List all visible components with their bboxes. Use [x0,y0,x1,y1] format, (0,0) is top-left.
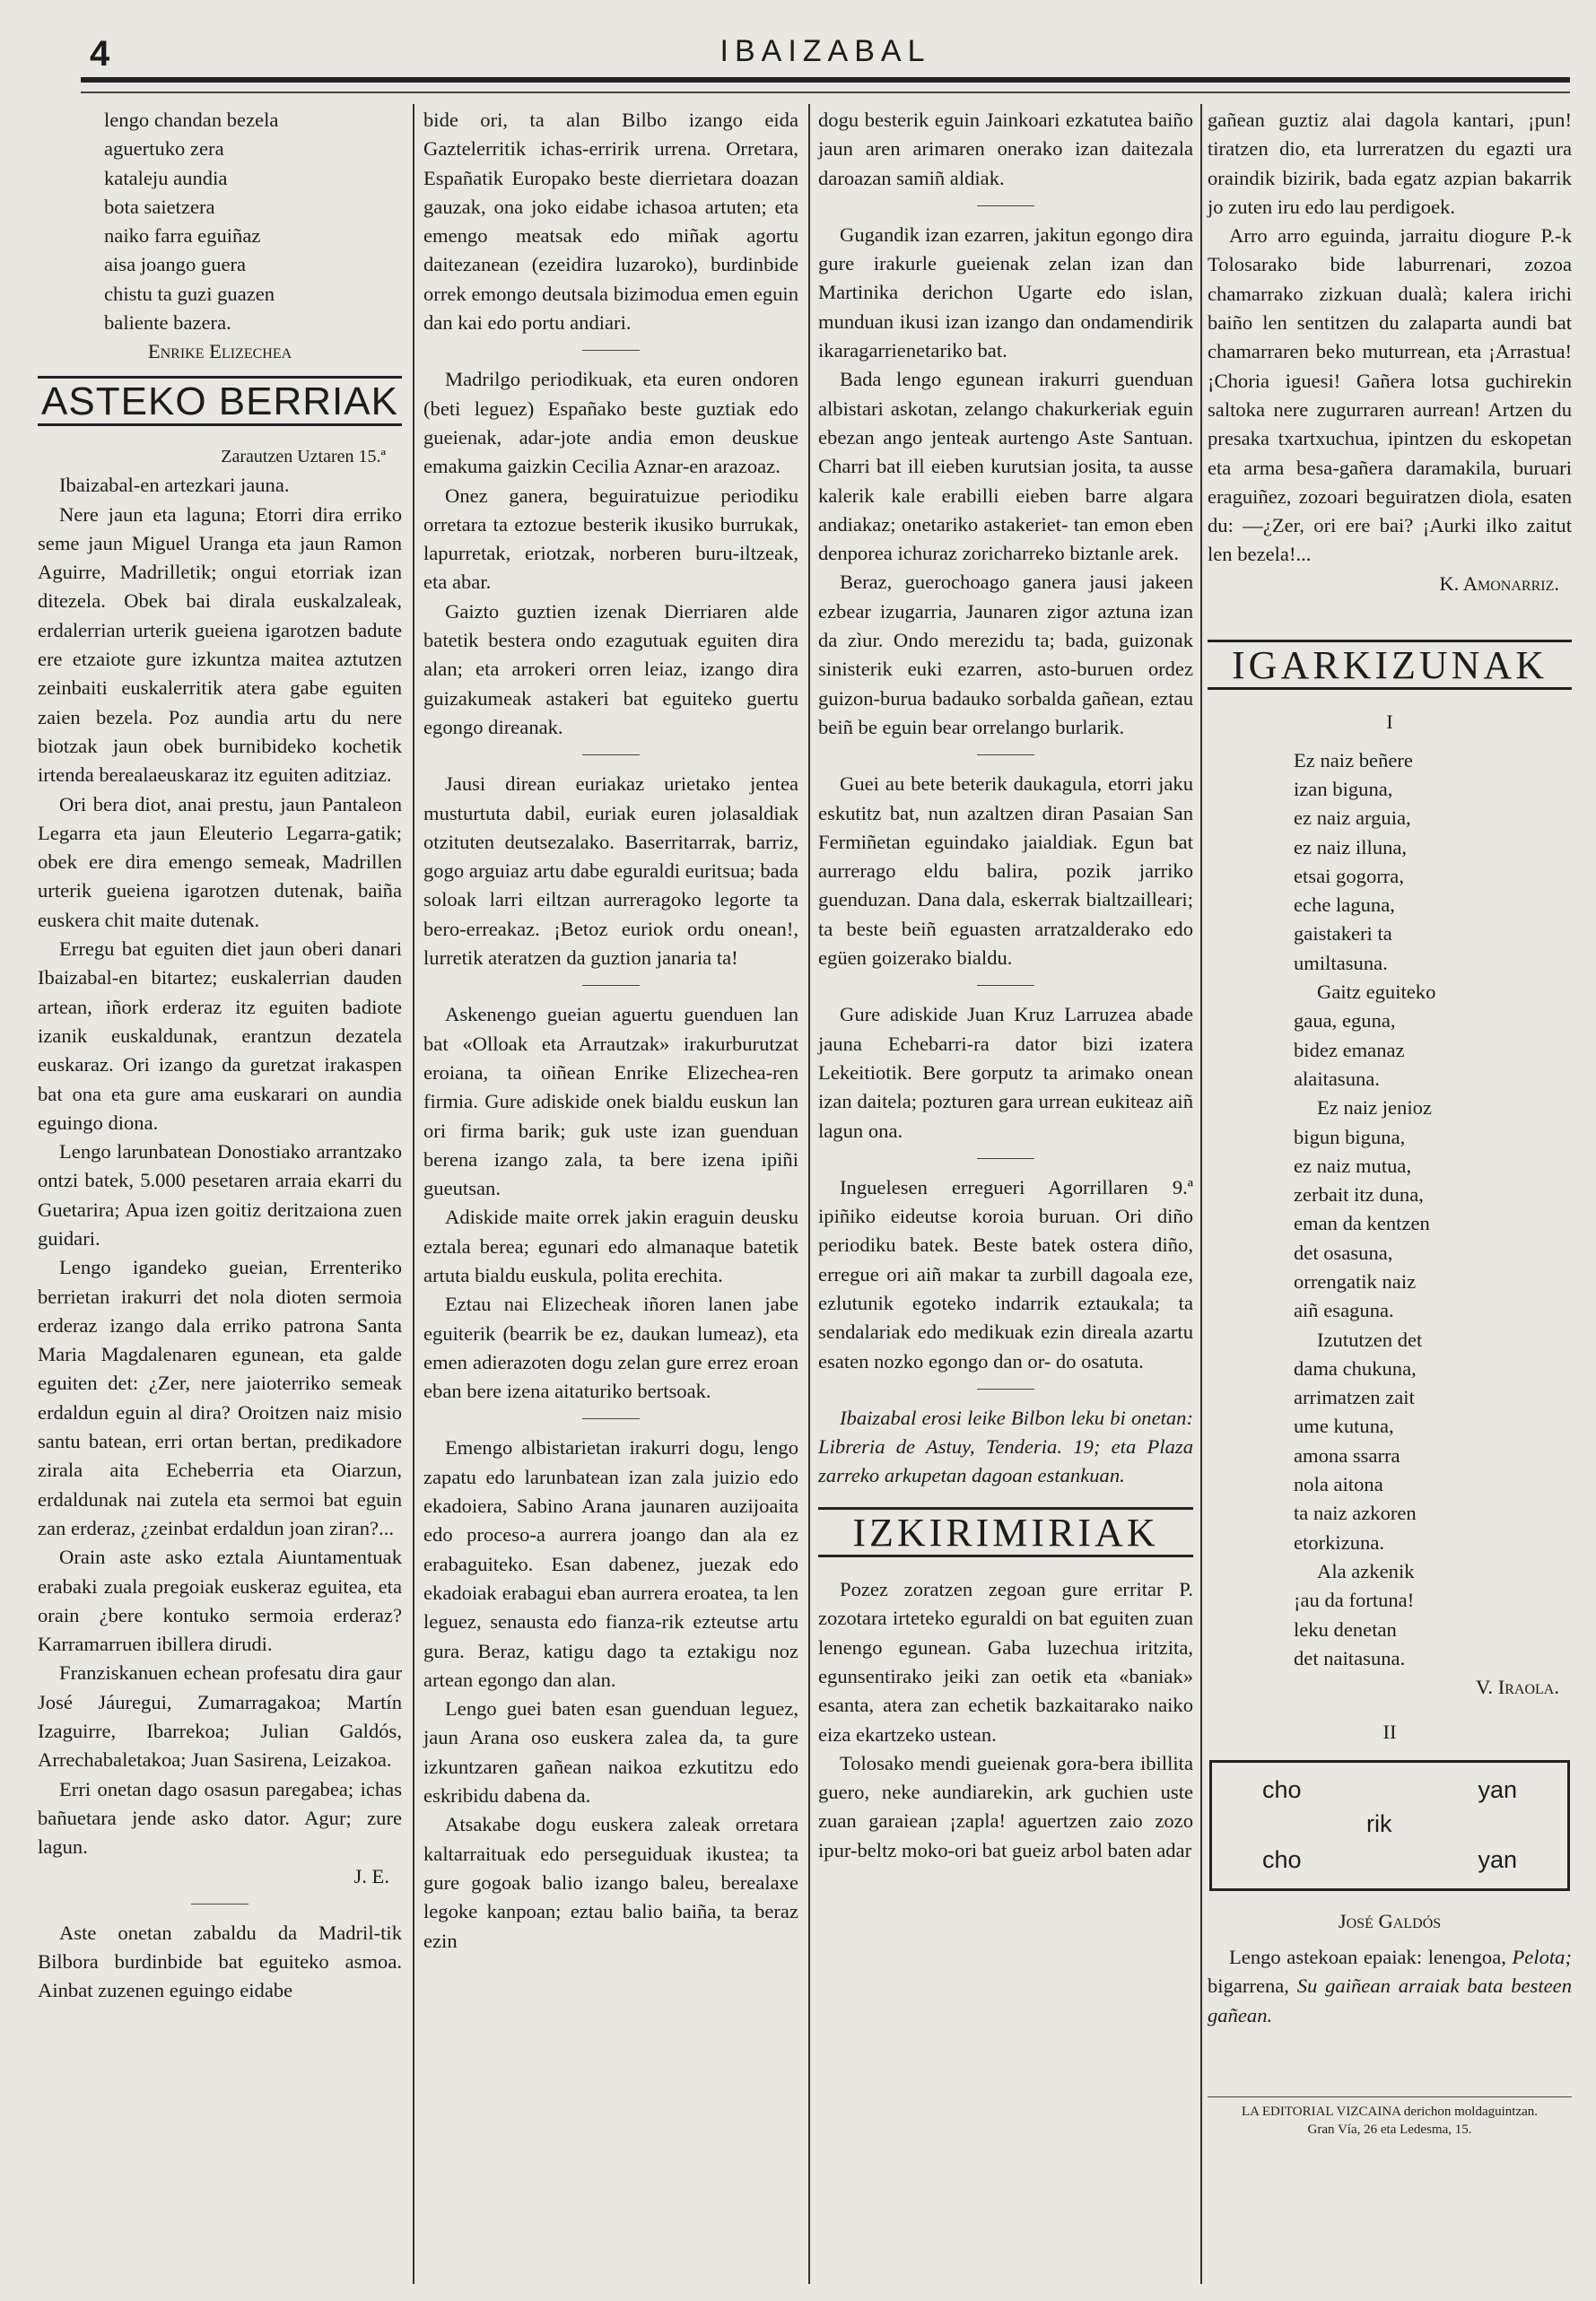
separator [977,1158,1034,1159]
poem-line: aiñ esaguna. [1294,1299,1394,1322]
poem-line: gaua, eguna, [1294,1009,1396,1033]
article-paragraph: Orain aste asko eztala Aiuntamentuak erabaki zuala pregoiak euskeraz eguitea, eta orain ¿bere kontuko sermoia erderaz? Karramarruen ibillera dirudi. [38,1546,402,1656]
poem-line: arrimatzen zait [1294,1386,1415,1409]
letter-signature: J. E. [353,1864,389,1887]
poem-line: eman da kentzen [1294,1212,1430,1235]
article-paragraph: Lengo igandeko gueian, Errenteriko berrietan irakurri det nola dioten sermoia erderaz izango dala erriko patrona Santa Maria Magdalenaren egunean, eta galde eguiten det: ¿Zer, nere jaioterriko semeak erdaldun eguin al dira? Oroitzen naiz misio santu batean, erri ortan bertan, predikadore zirala aita Echeberria eta Oiarzun, erdaldunak nai zutela eta sermoi bat eguin zan erderaz, ¿zeinbat erdaldun joan ziran?... [38,1256,402,1539]
poem-line: orrengatik naiz [1294,1269,1417,1293]
poem-line: Ez naiz beñere [1294,748,1413,771]
article-paragraph: Aste onetan zabaldu da Madril-tik Bilbora burdinbide bat eguiteko asmoa. Ainbat zuzenen eguingo eidabe [38,1921,402,2002]
poem-line: Gaitz eguiteko [1317,981,1436,1004]
poem-line: naiko farra eguiñaz [104,224,261,248]
poem-line: amona ssarra [1294,1443,1400,1467]
poem-line: izan biguna, [1294,777,1393,800]
poem-line: ez naiz arguia, [1294,806,1411,830]
poem-line: bidez emanaz [1294,1038,1405,1061]
column-2 [423,106,798,1956]
article-paragraph: Arro arro eguinda, jarraitu diogure P.-k Tolosarako bide laburrenari, zozoa chamarrako zizkuan dualà; kalera irichi baiño len sentitzen du zalaparta aundi bat chamarraren beko muturrean, eta ¡Arrastua! ¡Choria iguesi! Gañera lotsa guchirekin saltoka nere zugurraren aurrean! Artzen du presaka txartxuchua, ipintzen du eskopetan eta arma besa-gañera daramakila, buruari eraguiñez, zozoari beguiratzen diola, esaten du: —¿Zer, ori ere bai? ¡Aurki ilko zaitut len bezela!... [1208,224,1572,566]
section-title-igarkizunak: IGARKIZUNAK [1208,640,1572,690]
article-paragraph: Madrilgo periodikuak, eta euren ondoren (beti leguez) Españako beste guztiak edo gueienak, adar-jote andia emon deuskue emakuma gaizkin Cecilia Aznar-en arazoaz. [423,368,798,478]
poem-line: ¡au da fortuna! [1294,1589,1415,1612]
riddle-number: II [1382,1721,1397,1744]
poem-line: ez naiz illuna, [1294,835,1408,859]
poem-line: det osasuna, [1294,1241,1393,1264]
column-divider [413,104,414,2284]
poem-line: alaitasuna. [1294,1067,1380,1090]
riddle-number: I [1386,710,1393,734]
article-paragraph: Franziskanuen echean profesatu dira gaur José Jáuregui, Zumarragakoa; Martín Izaguirre, Ibarrekoa; Julian Galdós, Arrechabaletakoa; Juan Sasirena, Leizakoa. [38,1661,402,1772]
poem-line: gaistakeri ta [1294,922,1392,946]
article-paragraph: Guei au bete beterik daukagula, etorri jaku eskutitz bat, nun azaltzen diran Pasaian San Fermiñetan eguindako jaialdiak. Egun bat aurrerago eldu balira, pozik jarriko guenduzan. Dana dala, eskerrak bialtzailleari; ta beste beiñ eguasten arratzalderako edo egüen goizerako bialdu. [818,772,1193,970]
column-divider [808,104,810,2284]
puzzle-word: yan [1478,1775,1517,1803]
separator [582,1418,640,1419]
poem-line: baliente bazera. [104,311,231,335]
poem-line: Ez naiz jenioz [1317,1096,1432,1120]
answer-1: Pelota; [1512,1946,1572,1969]
riddle-poem [1208,746,1572,1674]
column-1 [38,106,402,2006]
separator [582,754,640,755]
article-paragraph: Beraz, guerochoago ganera jausi jakeen ezbear izugarria, Jaunaren zigor aztuna izan da zìur. Ondo merezidu ta; bada, guizonak sinisterik euki ezarren, asto-buruen ordez guizon-burua badauko sorbalda gañean, eztau beiñ be eguin bear orrelango burlarik. [818,571,1193,738]
poem-line: ume kutuna, [1294,1415,1394,1438]
poem-line: nola aitona [1294,1473,1383,1496]
poem-signature: Enrike Elizechea [147,340,292,363]
riddle-signature: V. Iraola. [1476,1676,1559,1699]
article-paragraph: gañean guztiz alai dagola kantari, ¡pun! tiratzen dio, eta lurreratzen du egazti ura oraindik bizirik, bada egatz azpian bakarrik jo zuten iru edo lau perdigoek. [1208,109,1572,218]
puzzle-word: rik [1366,1809,1392,1837]
poem-line: etsai gogorra, [1294,864,1404,887]
poem-line: lengo chandan bezela [104,109,279,131]
poem-line: aguertuko zera [104,137,224,161]
answers-paragraph [1208,1943,1572,2030]
poem-line: eche laguna, [1294,893,1395,917]
poem-line: etorkizuna. [1294,1530,1384,1554]
section-title-izkirimiriak: IZKIRIMIRIAK [818,1507,1193,1557]
article-paragraph: Jausi direan euriakaz urietako jentea musturtuta dabil, euriak euren jolasaldiak otzituten deutsezalako. Baserritarrak, barriz, gogo arguiaz artu dabe eguraldi euritsua; bada soloak larri eiltzan aurreragoko legorte ta bero-erreakaz. ¡Betoz euriok ordu onean!, lurretik ateratzen da guztion janaria ta! [423,772,798,970]
masthead-rule [81,77,1570,93]
article-paragraph: Gure adiskide Juan Kruz Larruzea abade jauna Echebarri-ra dator bizi izatera Lekeitiotik. Bere gorputz ta arimako onean izan daitela; pozturen gara urrean eukiteaz aiñ lagun ona. [818,1003,1193,1142]
column-3 [818,106,1193,1865]
masthead [81,34,1570,88]
poem-line: ta naiz azkoren [1294,1502,1417,1525]
word-puzzle-box [1209,1760,1570,1891]
newspaper-title: IBAIZABAL [720,34,931,68]
puzzle-word: cho [1262,1845,1302,1873]
printer-imprint [1208,2096,1572,2139]
poem-line: leku denetan [1294,1617,1397,1641]
poem-line: Ala azkenik [1317,1559,1415,1582]
poem-line: aisa joango guera [104,253,247,276]
dateline: Zarautzen Uztaren 15.ª [221,446,386,466]
page-number: 4 [90,34,110,74]
separator [977,205,1034,206]
article-paragraph: Tolosako mendi gueienak gora-bera ibillita guero, neke aundiarekin, ark guchien uste zuan garaiean ¡zapla! aguertzen zaio zozo ipur-beltz moko-ori bat gueiz arbol baten adar [818,1751,1193,1861]
article-paragraph: Emengo albistarietan irakurri dogu, lengo zapatu edo larunbatean izan zala juizio edo ekadoiera, Sabino Arana jaunaren auzijoaita edo proceso-a aurrera joango dan ala ez erabaguiteko. Esan dabenez, juezak edo ekadoiak erabagui eban aurrera eroatea, ta len leguez, senausta edo fianza-rik ezteutse artu gura. Beraz, katigu dago ta eztakigu noz artean egongo dan alan. [423,1436,798,1691]
answers-intro: Lengo astekoan epaiak: lenengoa, [1229,1946,1506,1969]
article-paragraph: Eztau nai Elizecheak iñoren lanen jabe eguiterik (bearrik be ez, daukan lumeaz), eta emen adierazoten dogu zelan gure errez eroan eban bere izena aitaturiko bertsoak. [423,1293,798,1403]
salutation: Ibaizabal-en artezkari jauna. [59,474,290,497]
poem-ending [38,106,402,337]
poem-line: ez naiz mutua, [1294,1154,1412,1177]
poem-line: Izututzen det [1317,1328,1423,1351]
riddle-signature: José Galdós [1338,1909,1442,1932]
poem-line: umiltasuna. [1294,951,1388,974]
article-paragraph: Gugandik izan ezarren, jakitun egongo dira gure irakurle gueienak zelan izan dan Martinika derichon Ugarte edo islan, munduan ikusi izan izango dan ondamendirik ikaragarrienetariko bat. [818,222,1193,362]
imprint-line: LA EDITORIAL VIZCAINA derichon moldaguintzan. [1241,2104,1539,2119]
separator [977,1389,1034,1390]
separator [582,985,640,986]
article-paragraph: Lengo larunbatean Donostiako arrantzako ontzi batek, 5.000 pesetaren arraia ekarri du Guetarira; Apua izen goitiz deritzaiona zuen guidari. [38,1140,402,1250]
answer-2: Su gaiñean arraiak bata besteen gañean. [1208,1974,1572,2026]
article-paragraph: Bada lengo egunean irakurri guenduan albistari askotan, zelango chakurkeriak eguin ebezan ango jenteak aurtengo Aste Santuan. Charri bat ill eieben kurutsian josita, ta ausse kalerik kale erabilli eieben barre algara andiakaz; onetariko astakeriet- tan emon eben denporea ichuraz zoricharreko biztanle arek. [818,368,1193,565]
article-paragraph: Erregu bat eguiten diet jaun oberi danari Ibaizabal-en bitartez; euskalerrian dauden artean, iñork erderaz itz eguiten badiote izanik euskaldunak, erantzun dezatela euskaraz. Ori izango da guretzat irakaspen bat ona eta gure ama euskarari on aundia eguingo diona. [38,937,402,1134]
article-paragraph: Adiskide maite orrek jakin eraguin deusku eztala berea; egunari edo almanaque batetik artuta bialdu euskula, polita erechita. [423,1206,798,1286]
column-divider [1200,104,1202,2284]
puzzle-word: yan [1478,1845,1517,1873]
poem-line: chistu ta guzi guazen [104,282,275,305]
article-paragraph: Lengo guei baten esan guenduan leguez, jaun Arana oso euskera zalea da, ta gure izkuntzaren gañean naikoa ezkutitzu edo eskribidu dabena da. [423,1697,798,1808]
article-paragraph: Atsakabe dogu euskera zaleak orretara kaltarraituak edo perseguiduak ikustea; ta gure gogoak balio izango baleu, berealaxe legoke kanpoan; eztau balio baiña, ta beraz ezin [423,1813,798,1952]
article-paragraph: Ori bera diot, anai prestu, jaun Pantaleon Legarra eta jaun Eleuterio Legarra-gatik; obek ere dira emengo semeak, Madrillen urterik gueiena igarotzen dutenak, baiña euskera chit maite dutenak. [38,792,402,931]
article-paragraph: Inguelesen erregueri Agorrillaren 9.ª ipiñiko eideutse koroia buruan. Ori diño periodiku batek. Beste batek ostera diño, erregue ori aiñ makar ta zurbill dagoala eze, ezlutunik egoteko indarrik eztaukala; ta sendalariak edo medikuak ezin direala azartu esaten nozko egongo dan or- do osatuta. [818,1175,1193,1373]
poem-line: zerbait itz duna, [1294,1183,1424,1207]
article-paragraph: bide ori, ta alan Bilbo izango eida Gaztelerritik ichas-erririk urrena. Orretara, Españatik Europako beste dierrietara doazan gauzak, ona joko eidabe ichasoa artuten; eta emengo meatsak edo miñak agortu daitezanean (ezeidira luzaroko), burdinbide orrek emongo deutsala bizimodua emen eguin dan kai edo portu andiari. [423,109,798,335]
poem-line: kataleju aundia [104,166,228,189]
imprint-line: Gran Vía, 26 eta Ledesma, 15. [1307,2122,1472,2137]
separator [977,754,1034,755]
article-signature: K. Amonarriz. [1439,571,1559,595]
section-title-asteko-berriak: ASTEKO BERRIAK [38,376,402,426]
article-paragraph: dogu besterik eguin Jainkoari ezkatutea baiño jaun aren arimaren onerako izan daitezala daroazan samiñ aldiak. [818,109,1193,189]
article-paragraph: Onez ganera, beguiratuizue periodiku orretara ta eztozue besterik ikusiko burrukak, lapurretak, eriotzak, norberen buru-iltzeak, eta abar. [423,484,798,594]
article-paragraph: Gaizto guztien izenak Dierriaren alde batetik bestera ondo ezagutuak eguiten dira alan; eta arrokeri orren leiaz, izango dira guizakumeak astakeri bat eguiteko guertu egongo direanak. [423,599,798,738]
poem-line: det naitasuna. [1294,1646,1406,1669]
poem-line: dama chukuna, [1294,1356,1417,1380]
puzzle-word: cho [1262,1775,1302,1803]
poem-line: bigun biguna, [1294,1125,1406,1148]
article-paragraph: Erri onetan dago osasun paregabea; ichas bañuetara jende asko dator. Agur; zure lagun. [38,1777,402,1859]
sales-notice: Ibaizabal erosi leike Bilbon leku bi onetan: Libreria de Astuy, Tenderia. 19; eta Plaza zarreko arkupetan dagoan estankuan. [818,1406,1193,1487]
answers-mid: bigarrena, [1208,1974,1297,1998]
poem-line: bota saietzera [104,195,215,218]
article-paragraph: Pozez zoratzen zegoan gure erritar P. zozotara irteteko eguraldi on bat eguiten zuan lenengo egunean. Gaba luzechua iritzita, egunsentirako jeiki zan oetik eta «baniak» esanta, atera zan echetik bazkaitarako naiko eiza ekartzeko ustean. [818,1578,1193,1746]
separator [582,350,640,351]
separator [977,985,1034,986]
article-paragraph: Askenengo gueian aguertu guenduen lan bat «Olloak eta Arrautzak» irakurburutzat eroiana, ta oiñean Enrike Elizechea-ren firmia. Gure adiskide onek bialdu euskun lan ori firma barik; guk uste izan guenduan berena izango zala, ta bere izena ipiñi gueutsan. [423,1003,798,1200]
column-4 [1208,106,1572,2139]
article-paragraph: Nere jaun eta laguna; Etorri dira erriko seme jaun Miguel Uranga eta jaun Ramon Aguirre, Madrilletik; ongui etorriak izan ditezela. Obek bai dirala euskalzaleak, erdalerrian urterik gueiena igarotzen badute ere etzaiote gure izkuntza maitea aztutzen zeinbaiti euskalerritik atera gabe eguiten zaien bezela. Poz aundia artu du nere biotzak jaun obek burnibideko kochetik irtenda berealaeuskaraz itz eguiten aditziaz. [38,502,402,787]
